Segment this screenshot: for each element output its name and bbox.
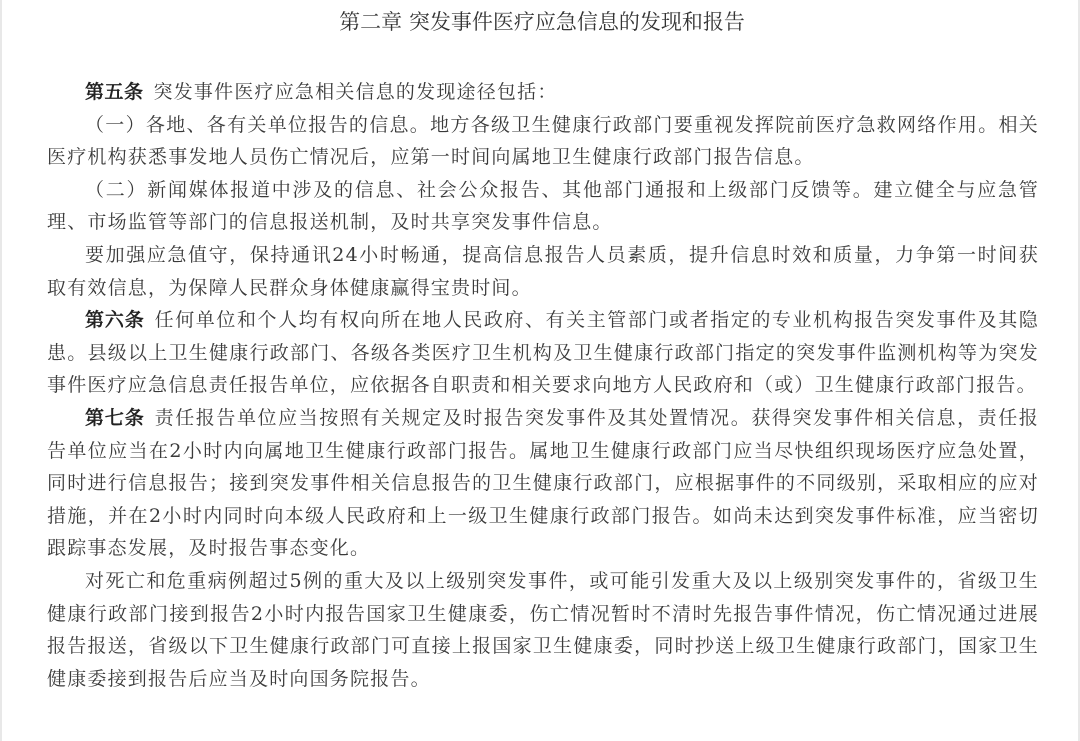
article-6-label: 第六条 xyxy=(85,309,145,332)
article-5-note: 要加强应急值守，保持通讯24小时畅通，提高信息报告人员素质，提升信息时效和质量，力争第一时间获取有效信息，为保障人民群众身体健康赢得宝贵时间。 xyxy=(47,243,1039,299)
article-7-text: 责任报告单位应当按照有关规定及时报告突发事件及其处置情况。获得突发事件相关信息，责任报告单位应当在2小时内向属地卫生健康行政部门报告。属地卫生健康行政部门应当尽快组织现场医疗应急处置，同时进行信息报告；接到突发事件相关信息报告的卫生健康行政部门，应根据事件的不同级别，采取相应的应对措施，并在2小时内同时向本级人民政府和上一级卫生健康行政部门报告。如尚未达到突发事件标准，应当密切跟踪事态发展，及时报告事态变化。 xyxy=(47,406,1039,560)
chapter-title: 第二章 突发事件医疗应急信息的发现和报告 xyxy=(339,10,745,34)
article-7-label: 第七条 xyxy=(85,406,145,429)
article-5-paragraph xyxy=(47,76,1039,109)
article-7-note: 对死亡和危重病例超过5例的重大及以上级别突发事件，或可能引发重大及以上级别突发事件的，省级卫生健康行政部门接到报告2小时内报告国家卫生健康委，伤亡情况暂时不清时先报告事件情况，伤亡情况通过进展报告报送，省级以下卫生健康行政部门可直接上报国家卫生健康委，同时抄送上级卫生健康行政部门，国家卫生健康委接到报告后应当及时向国务院报告。 xyxy=(47,569,1039,690)
document-body xyxy=(47,76,1039,695)
article-5-item-1: （一）各地、各有关单位报告的信息。地方各级卫生健康行政部门要重视发挥院前医疗急救网络作用。相关医疗机构获悉事发地人员伤亡情况后，应第一时间向属地卫生健康行政部门报告信息。 xyxy=(47,113,1039,169)
article-5-item-2: （二）新闻媒体报道中涉及的信息、社会公众报告、其他部门通报和上级部门反馈等。建立健全与应急管理、市场监管等部门的信息报送机制，及时共享突发事件信息。 xyxy=(47,178,1039,234)
article-6-text: 任何单位和个人均有权向所在地人民政府、有关主管部门或者指定的专业机构报告突发事件及其隐患。县级以上卫生健康行政部门、各级各类医疗卫生机构及卫生健康行政部门指定的突发事件监测机构等为突发事件医疗应急信息责任报告单位，应依据各自职责和相关要求向地方人民政府和（或）卫生健康行政部门报告。 xyxy=(47,309,1039,397)
article-7-paragraph xyxy=(47,402,1039,565)
article-6-paragraph xyxy=(47,304,1039,402)
article-5-text: 突发事件医疗应急相关信息的发现途径包括： xyxy=(153,81,558,103)
article-5-label: 第五条 xyxy=(85,81,144,103)
